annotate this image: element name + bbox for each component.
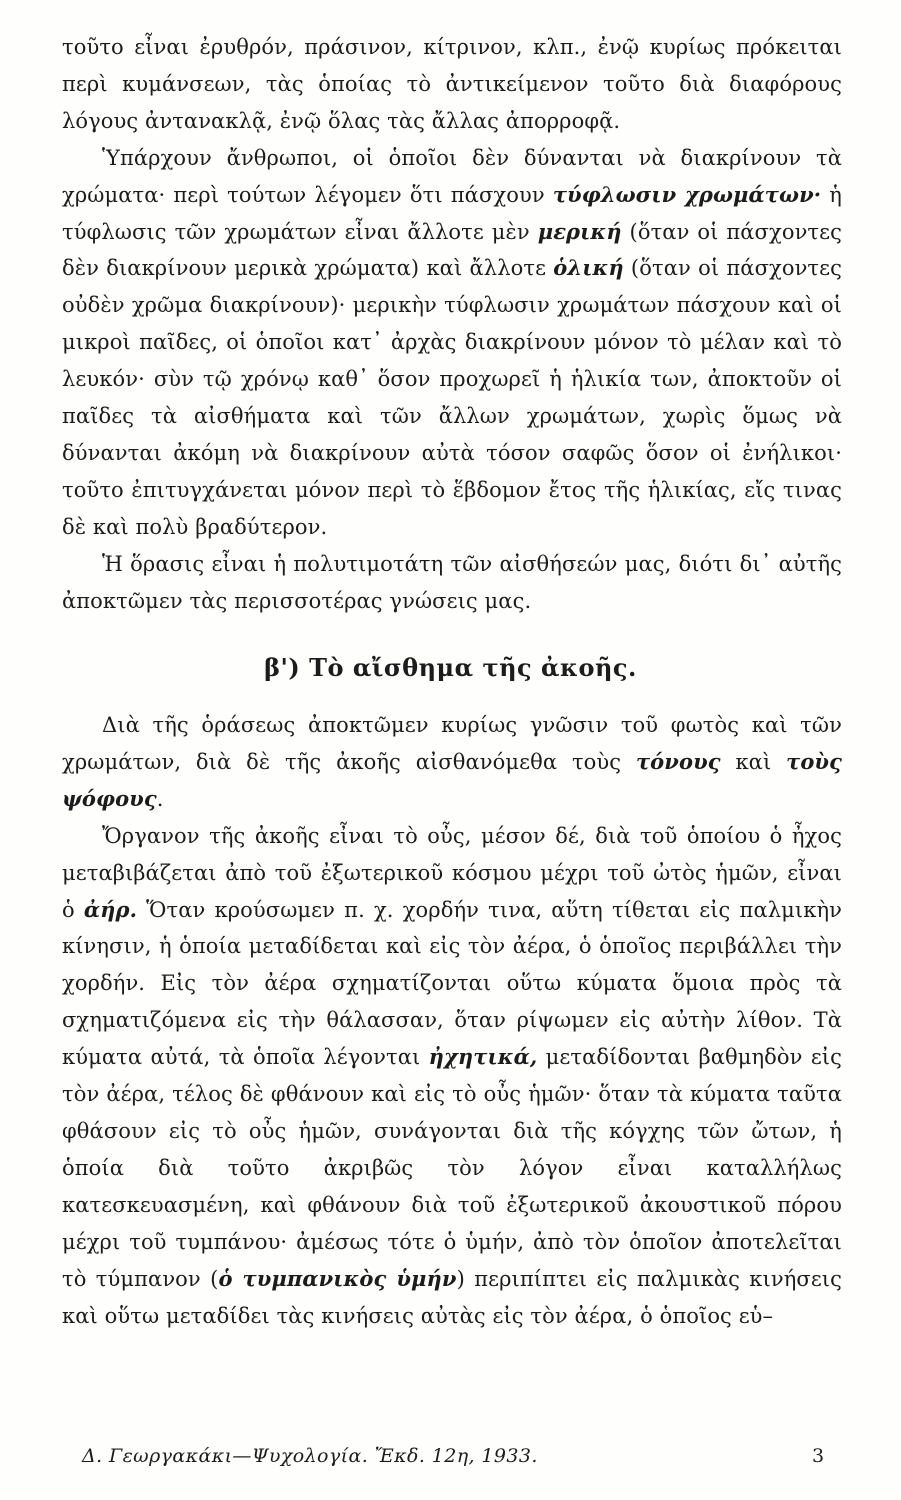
paragraph-color-reflection (62, 29, 842, 140)
paragraph-sight-value (62, 546, 842, 620)
paragraph-text: Ἡ ὅρασις εἶναι ἡ πολυτιμοτάτη τῶν αἰσθήσεών μας, διότι δι᾽ αὐτῆς ἀποκτῶμεν τὰς περισσοτέρας γνώσεις μας. (62, 551, 842, 613)
paragraph-text: Ὅταν κρούσωμεν π. χ. χορδήν τινα, αὕτη τίθεται εἰς παλμικὴν κίνησιν, ἡ ὁποία μεταδίδεται καὶ εἰς τὸν ἀέρα, ὁ ὁποῖος περιβάλλει τὴν χορδήν. Εἰς τὸν ἀέρα σχηματίζονται οὕτω κύματα ὅμοια πρὸς τὰ σχηματιζόμενα εἰς τὴν θάλασσαν, ὅταν ρίψωμεν εἰς αὐτὴν λίθον. Τὰ κύματα αὐτά, τὰ ὁποῖα λέγονται (62, 897, 842, 1070)
paragraph-ear-organ (62, 818, 842, 1335)
term-tympanic-membrane: ὁ τυμπανικὸς ὑμήν (218, 1265, 457, 1291)
body-text-bottom (62, 707, 842, 1334)
footer-citation: Δ. Γεωργακάκι—Ψυχολογία. Ἔκδ. 12η, 1933. (82, 1445, 538, 1467)
term-sound-waves: ἠχητικά, (428, 1044, 538, 1070)
paragraph-hearing-intro (62, 707, 842, 818)
footer-signature-mark: 3 (812, 1445, 825, 1467)
paragraph-text: Ὄργανον τῆς ἀκοῆς εἶναι τὸ οὖς, μέσον δέ, διὰ τοῦ ὁποίου ὁ ἦχος μεταβιβάζεται ἀπὸ τοῦ ἐξωτερικοῦ κόσμου μέχρι τοῦ ὠτὸς ἡμῶν, εἶναι ὁ (62, 823, 842, 922)
paragraph-text: (ὅταν οἱ πάσχοντες οὐδὲν χρῶμα διακρίνουν)· μερικὴν τύφλωσιν χρωμάτων πάσχουν καὶ οἱ μικροὶ παῖδες, οἱ ὁποῖοι κατ᾽ ἀρχὰς διακρίνουν μόνον τὸ μέλαν καὶ τὸ λευκόν· σὺν τῷ χρόνῳ καθ᾽ ὅσον προχωρεῖ ἡ ἡλικία των, ἀποκτοῦν οἱ παῖδες τὰ αἰσθήματα καὶ τῶν ἄλλων χρωμάτων, χωρὶς ὅμως νὰ δύνανται ἀκόμη νὰ διακρίνουν αὐτὰ τόσον σαφῶς ὅσον οἱ ἐνήλικοι· τοῦτο ἐπιτυγχάνεται μόνον περὶ τὸ ἕβδομον ἔτος τῆς ἡλικίας, εἴς τινας δὲ καὶ πολὺ βραδύτερον. (62, 256, 842, 539)
paragraph-text: τοῦτο εἶναι ἐρυθρόν, πράσινον, κίτρινον, κλπ., ἐνῷ κυρίως πρόκειται περὶ κυμάνσεων, τὰς ὁποίας τὸ ἀντικείμενον τοῦτο διὰ διαφόρους λόγους ἀντανακλᾷ, ἐνῷ ὅλας τὰς ἄλλας ἀπορροφᾷ. (62, 35, 842, 133)
paragraph-text: (ὅταν οἱ πάσχοντες δὲν διακρίνουν μερικὰ χρώματα) καὶ ἄλλοτε (62, 219, 842, 281)
paragraph-text: Ὑπάρχουν ἄνθρωποι, οἱ ὁποῖοι δὲν δύνανται νὰ διακρίνουν τὰ χρώματα· περὶ τούτων λέγομεν ὅτι πάσχουν (62, 145, 842, 207)
term-air: ἀήρ. (83, 896, 137, 922)
paragraph-text: ) περιπίπτει εἰς παλμικὰς κινήσεις καὶ οὕτω μεταδίδει τὰς κινήσεις αὐτὰς εἰς τὸν ἀέρα, ὁ ὁποῖος εὑ– (62, 1266, 842, 1328)
paragraph-text: καὶ (720, 749, 787, 774)
body-text-top (62, 29, 842, 620)
paragraph-text: ἡ τύφλωσις τῶν χρωμάτων εἶναι ἄλλοτε μὲν (62, 182, 842, 244)
term-total: ὁλική (553, 255, 624, 281)
term-tones: τόνους (635, 748, 721, 774)
term-color-blindness: τύφλωσιν χρωμάτων· (552, 181, 822, 207)
paragraph-text: Διὰ τῆς ὁράσεως ἀποκτῶμεν κυρίως γνῶσιν τοῦ φωτὸς καὶ τῶν χρωμάτων, διὰ δὲ τῆς ἀκοῆς αἰσθανόμεθα τοὺς (62, 713, 842, 774)
term-noises: τοὺς ψόφους (62, 748, 842, 811)
section-heading: β') Τὸ αἴσθημα τῆς ἀκοῆς. (264, 653, 637, 682)
paragraph-color-blindness (62, 140, 842, 546)
paragraph-text: . (156, 786, 164, 811)
term-partial: μερική (537, 218, 622, 244)
paragraph-text: μεταδίδονται βαθμηδὸν εἰς τὸν ἀέρα, τέλος δὲ φθάνουν καὶ εἰς τὸ οὖς ἡμῶν· ὅταν τὰ κύματα ταῦτα φθάσουν εἰς τὸ οὖς ἡμῶν, συνάγονται διὰ τῆς κόγχης τῶν ὤτων, ἡ ὁποία διὰ τοῦτο ἀκριβῶς τὸν λόγον εἶναι καταλλήλως κατεσκευασμένη, καὶ φθάνουν διὰ τοῦ ἐξωτερικοῦ ἀκουστικοῦ πόρου μέχρι τοῦ τυμπάνου· ἀμέσως τότε ὁ ὑμήν, ἀπὸ τὸν ὁποῖον ἀποτελεῖται τὸ τύμπανον ( (62, 1045, 842, 1291)
